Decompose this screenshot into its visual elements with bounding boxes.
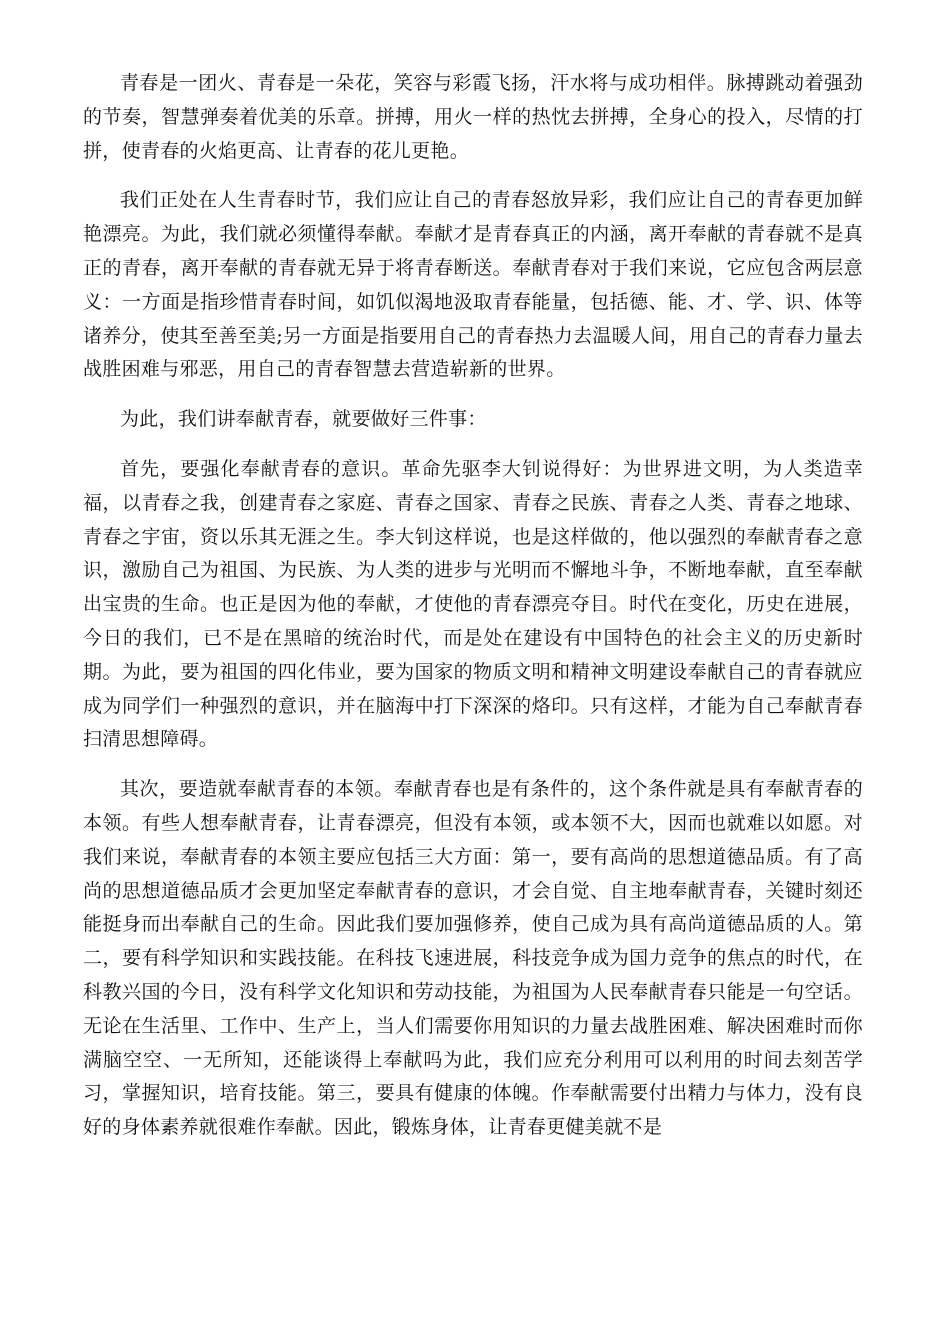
paragraph-second-ability: 其次，要造就奉献青春的本领。奉献青春也是有条件的，这个条件就是具有奉献青春的本领。有些人想奉献青春，让青春漂亮，但没有本领，或本领不大，因而也就难以如愿。对我们来说，奉献青春的本领主要应包括三大方面：第一，要有高尚的思想道德品质。有了高尚的思想道德品质才会更加坚定奉献青春的意识，才会自觉、自主地奉献青春，关键时刻还能挺身而出奉献自己的生命。因此我们要加强修养，使自己成为具有高尚道德品质的人。第二，要有科学知识和实践技能。在科技飞速进展，科技竞争成为国力竞争的焦点的时代，在科教兴国的今日，没有科学文化知识和劳动技能，为祖国为人民奉献青春只能是一句空话。无论在生活里、工作中、生产上，当人们需要你用知识的力量去战胜困难、解决困难时而你满脑空空、一无所知，还能谈得上奉献吗为此，我们应充分利用可以利用的时间去刻苦学习，掌握知识，培育技能。第三，要具有健康的体魄。作奉献需要付出精力与体力，没有良好的身体素养就很难作奉献。因此，锻炼身体，让青春更健美就不是: [83, 778, 863, 1139]
paragraph-youth-fire: 青春是一团火、青春是一朵花，笑容与彩霞飞扬，汗水将与成功相伴。脉搏跳动着强劲的节奏，智慧弹奏着优美的乐章。拼搏，用火一样的热忱去拼搏，全身心的投入，尽情的打拼，使青春的火焰更高、让青春的花儿更艳。: [83, 72, 863, 162]
document-body: [83, 67, 863, 1161]
paragraph-three-things: 为此，我们讲奉献青春，就要做好三件事：: [120, 408, 487, 431]
paragraph-first-awareness: 首先，要强化奉献青春的意识。革命先驱李大钊说得好：为世界进文明，为人类造幸福，以青春之我，创建青春之家庭、青春之国家、青春之民族、青春之人类、青春之地球、青春之宇宙，资以乐其无涯之生。李大钊这样说，也是这样做的，他以强烈的奉献青春之意识，激励自己为祖国、为民族、为人类的进步与光明而不懈地斗争，不断地奉献，直至奉献出宝贵的生命。也正是因为他的奉献，才使他的青春漂亮夺目。时代在变化，历史在进展，今日的我们，已不是在黑暗的统治时代，而是处在建设有中国特色的社会主义的历史新时期。为此，要为祖国的四化伟业，要为国家的物质文明和精神文明建设奉献自己的青春就应成为同学们一种强烈的意识，并在脑海中打下深深的烙印。只有这样，才能为自己奉献青春扫清思想障碍。: [83, 457, 863, 751]
paragraph-youth-dedication: 我们正处在人生青春时节，我们应让自己的青春怒放异彩，我们应让自己的青春更加鲜艳漂亮。为此，我们就必须懂得奉献。奉献才是青春真正的内涵，离开奉献的青春就不是真正的青春，离开奉献的青春就无异于将青春断送。奉献青春对于我们来说，它应包含两层意义：一方面是指珍惜青春时间，如饥似渴地汲取青春能量，包括德、能、才、学、识、体等诸养分，使其至善至美;另一方面是指要用自己的青春热力去温暖人间，用自己的青春力量去战胜困难与邪恶，用自己的青春智慧去营造崭新的世界。: [83, 189, 863, 381]
